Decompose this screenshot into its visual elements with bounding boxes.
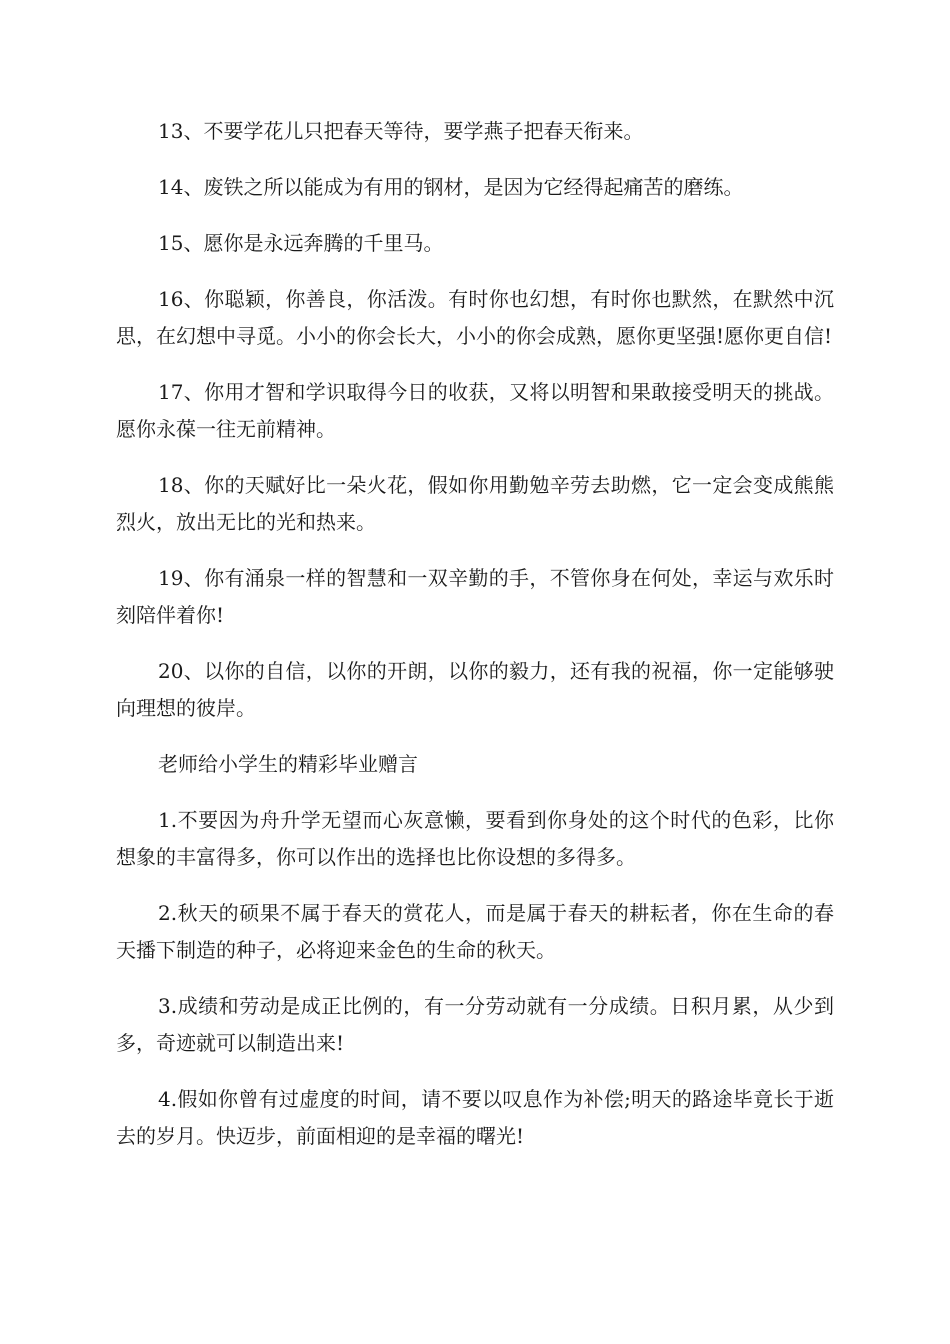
paragraph-item-2: 2.秋天的硕果不属于春天的赏花人，而是属于春天的耕耘者，你在生命的春天播下制造的种子，必将迎来金色的生命的秋天。 (116, 901, 834, 962)
paragraph-18: 18、你的天赋好比一朵火花，假如你用勤勉辛劳去助燃，它一定会变成熊熊烈火，放出无比的光和热来。 (116, 473, 834, 534)
paragraph-item-3: 3.成绩和劳动是成正比例的，有一分劳动就有一分成绩。日积月累，从少到多，奇迹就可以制造出来! (116, 994, 834, 1055)
document-body (116, 113, 834, 1174)
paragraph-20: 20、以你的自信，以你的开朗，以你的毅力，还有我的祝福，你一定能够驶向理想的彼岸。 (116, 659, 834, 720)
paragraph-16: 16、你聪颖，你善良，你活泼。有时你也幻想，有时你也默然，在默然中沉思，在幻想中寻觅。小小的你会长大，小小的你会成熟，愿你更坚强!愿你更自信! (116, 287, 834, 348)
paragraph-14: 14、废铁之所以能成为有用的钢材，是因为它经得起痛苦的磨练。 (158, 175, 744, 199)
paragraph-19: 19、你有涌泉一样的智慧和一双辛勤的手，不管你身在何处，幸运与欢乐时刻陪伴着你! (116, 566, 834, 627)
paragraph-item-4: 4.假如你曾有过虚度的时间，请不要以叹息作为补偿;明天的路途毕竟长于逝去的岁月。快迈步，前面相迎的是幸福的曙光! (116, 1087, 834, 1148)
paragraph-item-1: 1.不要因为舟升学无望而心灰意懒，要看到你身处的这个时代的色彩，比你想象的丰富得多，你可以作出的选择也比你设想的多得多。 (116, 808, 834, 869)
paragraph-17: 17、你用才智和学识取得今日的收获，又将以明智和果敢接受明天的挑战。愿你永葆一往无前精神。 (116, 380, 834, 441)
paragraph-15: 15、愿你是永远奔腾的千里马。 (158, 231, 444, 255)
section-heading: 老师给小学生的精彩毕业赠言 (158, 752, 418, 776)
paragraph-13: 13、不要学花儿只把春天等待，要学燕子把春天衔来。 (158, 119, 644, 143)
